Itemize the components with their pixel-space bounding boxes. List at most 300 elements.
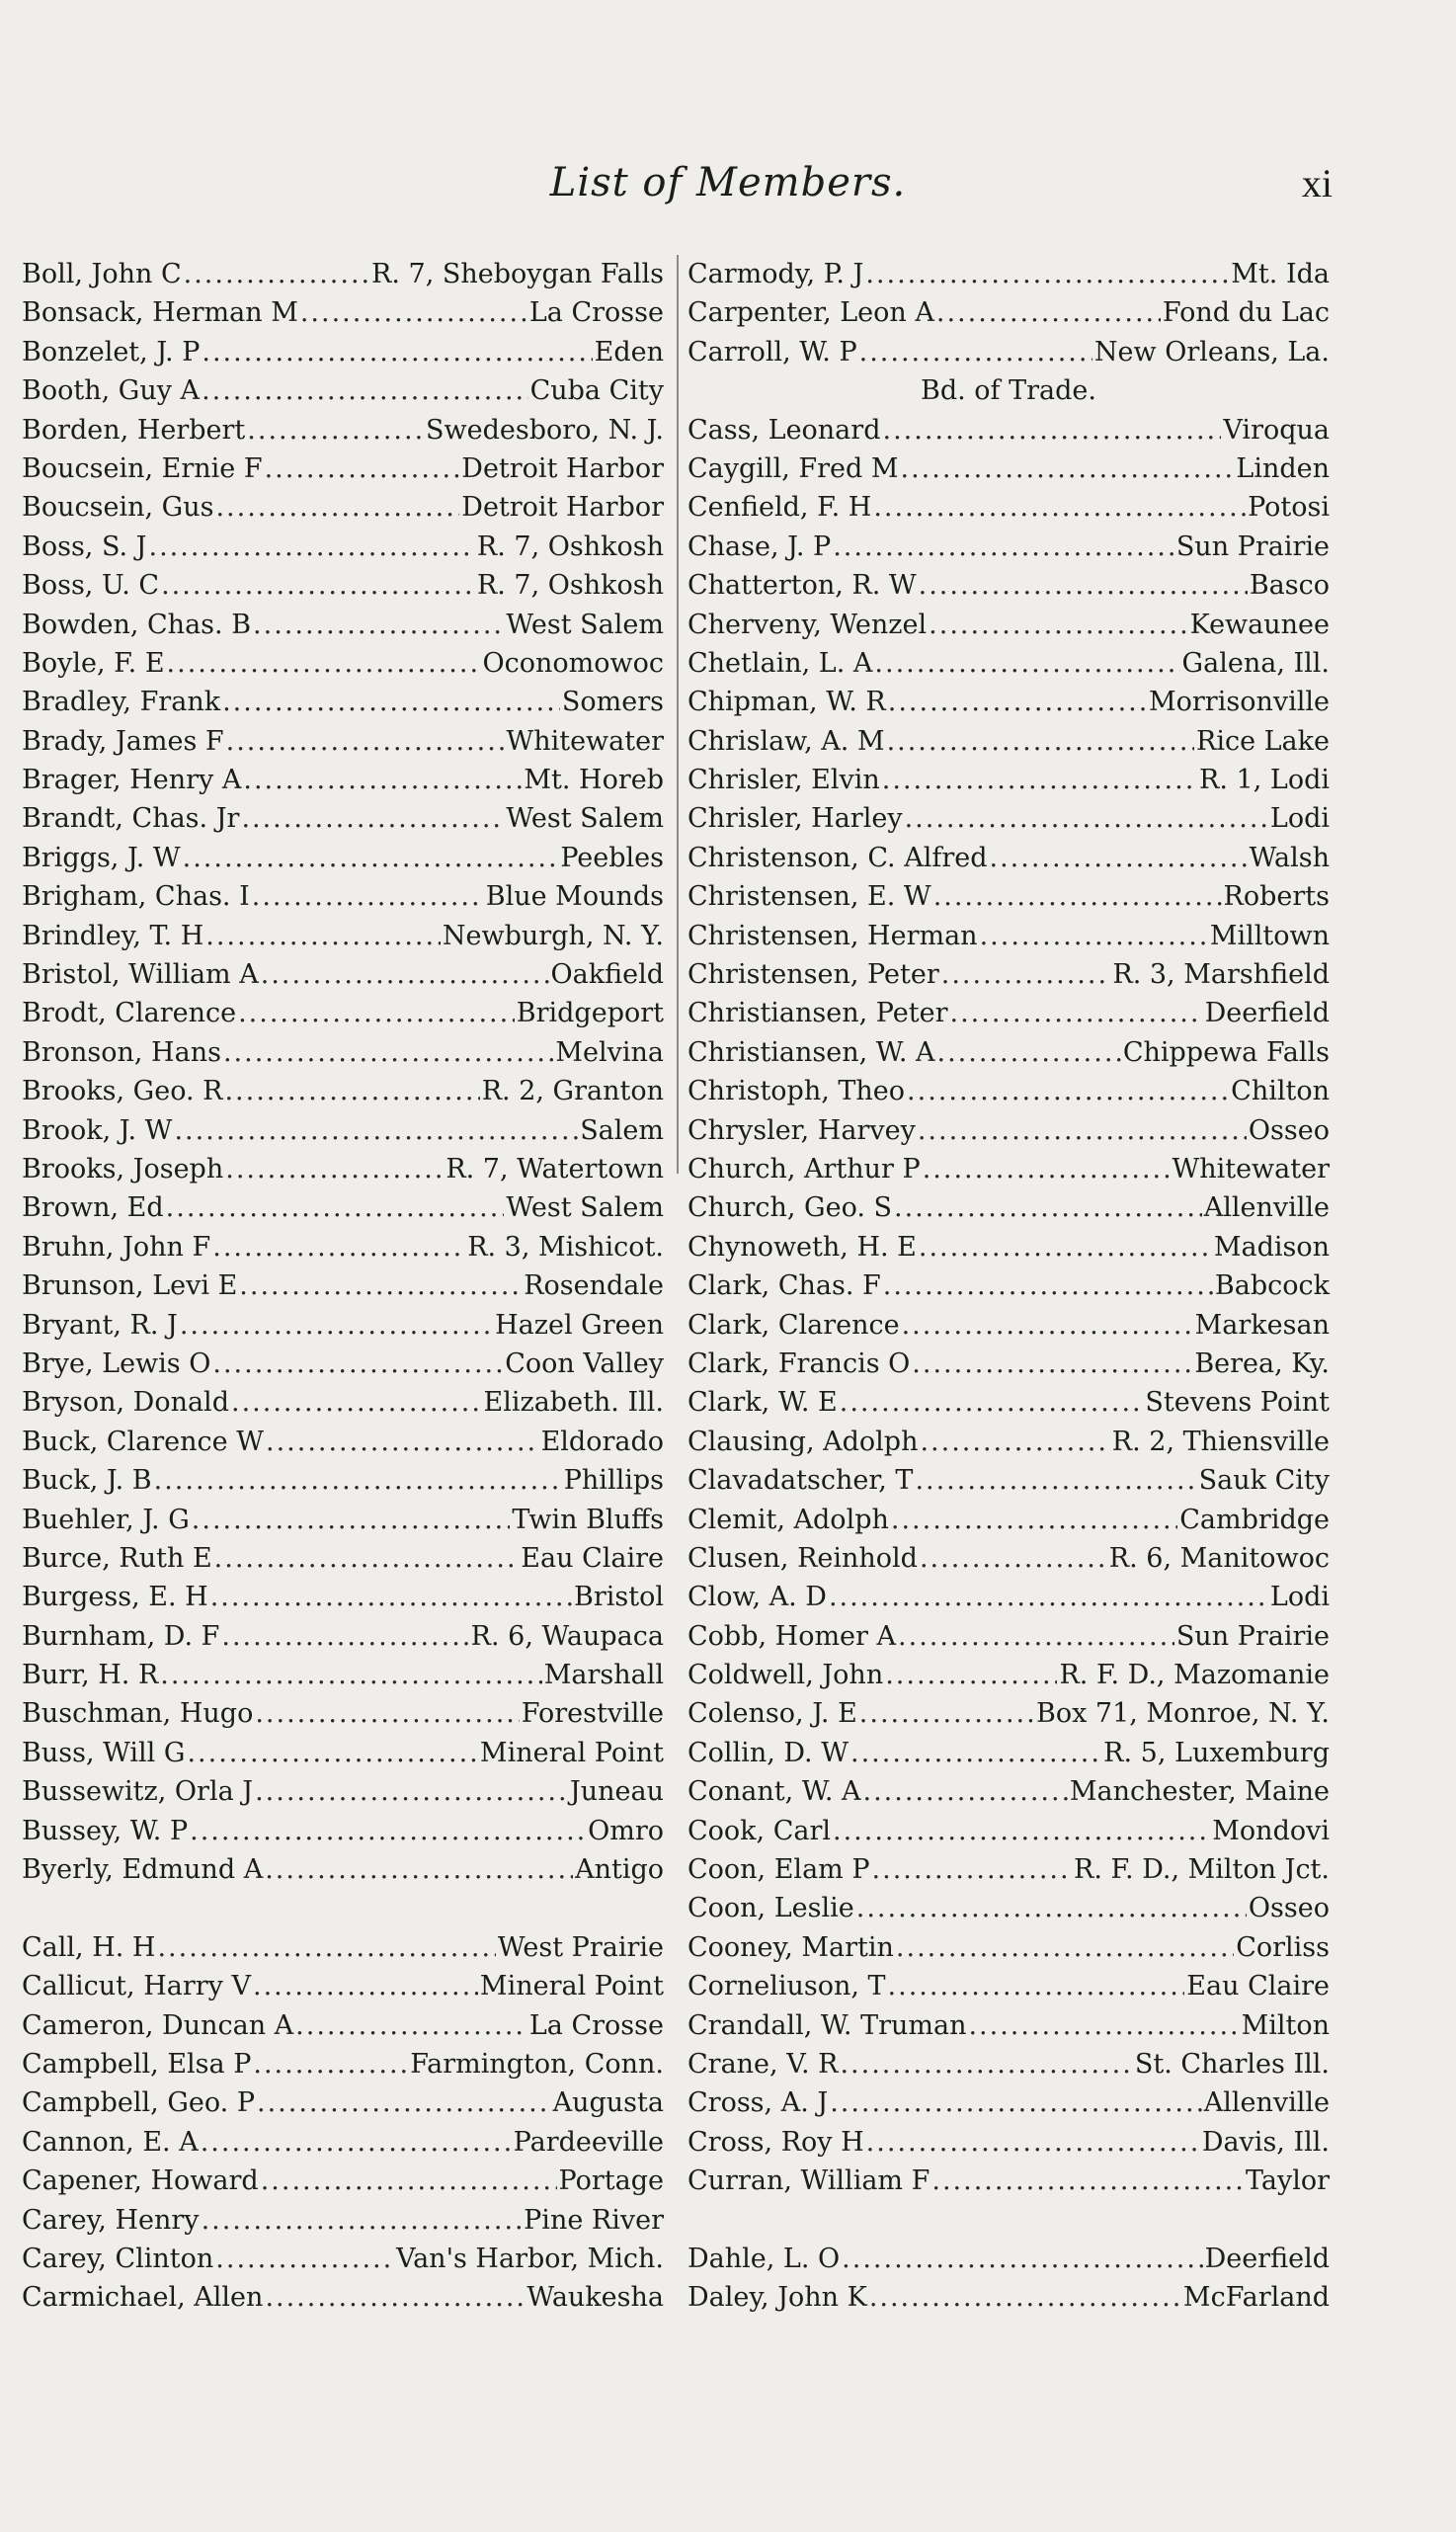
member-entry [688, 722, 1330, 761]
member-name: Cook, Carl [688, 1815, 831, 1846]
dot-leader [295, 2006, 527, 2045]
member-place: Milltown [1209, 920, 1330, 951]
member-name: Campbell, Elsa P [22, 2048, 252, 2080]
member-entry [22, 1501, 664, 1539]
member-name: Carey, Henry [22, 2204, 200, 2236]
dot-leader [869, 2278, 1181, 2317]
dot-leader [936, 293, 1161, 332]
member-name: Dahle, L. O [688, 2243, 841, 2274]
member-name: Carmody, P. J [688, 259, 864, 289]
dot-leader [255, 1694, 519, 1733]
member-name: Daley, John K [688, 2282, 867, 2314]
member-entry [688, 799, 1330, 838]
member-name: Christenson, C. Alfred [688, 842, 988, 873]
member-name: Boyle, F. E [22, 647, 165, 679]
member-place: Viroqua [1223, 414, 1330, 446]
member-name: Cobb, Homer A [688, 1620, 897, 1652]
member-name: Christensen, Peter [688, 959, 939, 991]
member-entry [688, 1228, 1330, 1266]
member-place: Sun Prairie [1175, 531, 1330, 562]
dot-leader [885, 1656, 1057, 1694]
member-name: Clemit, Adolph [688, 1504, 889, 1535]
member-place: R. 7, Watertown [445, 1153, 664, 1184]
member-name: Boss, U. C [22, 570, 160, 602]
member-place: Sauk City [1198, 1465, 1330, 1497]
member-name: Brye, Lewis O [22, 1348, 211, 1379]
dot-leader [842, 2240, 1202, 2278]
dot-leader [238, 994, 515, 1032]
dot-leader [915, 1461, 1196, 1500]
member-place: R. 7, Oshkosh [476, 570, 664, 602]
member-entry [688, 2278, 1330, 2317]
dot-leader [202, 333, 592, 371]
member-entry [688, 1033, 1330, 1072]
section-gap [22, 1889, 664, 1927]
dot-leader [202, 371, 528, 410]
member-entry [688, 1889, 1330, 1927]
dot-leader [929, 606, 1187, 644]
member-place: Juneau [569, 1776, 664, 1808]
member-place: Oconomowoc [482, 647, 664, 679]
member-name: Boss, S. J [22, 531, 147, 562]
member-place: Bristol [574, 1582, 664, 1613]
member-entry [22, 1461, 664, 1500]
dot-leader [205, 917, 441, 955]
member-place: Eden [594, 336, 664, 368]
member-name: Callicut, Harry V [22, 1971, 251, 2002]
member-name: Bradley, Frank [22, 687, 221, 718]
dot-leader [225, 1150, 444, 1188]
member-place: Mineral Point [479, 1737, 664, 1768]
member-place: Whitewater [506, 725, 664, 757]
dot-leader [888, 1967, 1185, 2005]
member-entry [22, 917, 664, 955]
member-place: Lodi [1269, 803, 1330, 835]
dot-leader [829, 1578, 1268, 1616]
member-name: Corneliuson, T [688, 1971, 886, 2002]
member-entry [22, 1694, 664, 1733]
dot-leader [933, 877, 1222, 916]
dot-leader [887, 722, 1194, 761]
member-entry [688, 1188, 1330, 1227]
member-place: Mineral Point [479, 1971, 664, 2002]
member-place: Hazel Green [495, 1309, 664, 1341]
member-entry [688, 1266, 1330, 1305]
member-name: Carroll, W. P [688, 336, 857, 368]
member-name: Coldwell, John [688, 1660, 884, 1691]
member-name: Brook, J. W [22, 1114, 173, 1146]
member-name: Crandall, W. Truman [688, 2009, 967, 2041]
member-name: Brandt, Chas. Jr [22, 803, 240, 835]
member-entry [22, 411, 664, 449]
member-place: Bridgeport [516, 998, 664, 1029]
member-name: Cross, A. J [688, 2087, 829, 2119]
member-name: Carmichael, Allen [22, 2282, 264, 2314]
member-entry [688, 1578, 1330, 1616]
dot-leader [224, 1072, 479, 1110]
member-place: Chilton [1231, 1076, 1330, 1107]
member-name: Christiansen, W. A [688, 1036, 935, 1068]
member-name: Coon, Leslie [688, 1893, 854, 1924]
member-entry [22, 839, 664, 877]
dot-leader [833, 528, 1174, 566]
dot-leader [157, 1928, 495, 1967]
dot-leader [920, 1423, 1109, 1461]
member-entry [688, 917, 1330, 955]
member-name: Bowden, Chas. B [22, 609, 252, 640]
member-entry [22, 449, 664, 488]
dot-leader [918, 1111, 1247, 1150]
member-name: Clow, A. D [688, 1582, 827, 1613]
member-entry [688, 1111, 1330, 1150]
member-name: Cooney, Martin [688, 1931, 894, 1963]
member-entry [688, 606, 1330, 644]
member-place: Madison [1213, 1231, 1330, 1263]
member-entry [688, 1656, 1330, 1694]
page-number: xi [1301, 161, 1333, 205]
member-place: Omro [588, 1815, 664, 1846]
member-entry [688, 255, 1330, 293]
dot-leader [166, 1188, 505, 1227]
dot-leader [160, 1656, 541, 1694]
member-entry [22, 1033, 664, 1072]
member-name: Conant, W. A [688, 1776, 861, 1808]
member-place: West Salem [506, 1192, 664, 1224]
dot-leader [856, 1889, 1247, 1927]
member-entry [688, 683, 1330, 721]
member-name: Campbell, Geo. P [22, 2087, 255, 2119]
member-place: Osseo [1248, 1893, 1330, 1924]
member-name: Chrysler, Harvey [688, 1114, 916, 1146]
members-column-left [22, 255, 664, 2318]
member-entry [22, 606, 664, 644]
page-title: List of Members. [549, 160, 907, 205]
member-place: Pine River [524, 2204, 664, 2236]
dot-leader [210, 1578, 572, 1616]
member-entry [22, 761, 664, 799]
member-name: Bonzelet, J. P [22, 336, 201, 368]
dot-leader [239, 1266, 522, 1305]
member-name: Cass, Leonard [688, 414, 881, 446]
member-name: Church, Arthur P [688, 1153, 921, 1184]
member-place: Somers [561, 687, 664, 718]
dot-leader [265, 1850, 573, 1889]
member-name: Brunson, Levi E [22, 1270, 238, 1302]
member-place: R. 5, Luxemburg [1103, 1737, 1330, 1768]
member-entry [688, 1423, 1330, 1461]
members-column-right [688, 255, 1330, 2318]
member-entry [22, 2006, 664, 2045]
dot-leader [912, 1345, 1192, 1383]
member-entry [22, 1772, 664, 1811]
member-name: Chrislaw, A. M [688, 725, 885, 757]
member-name: Bronson, Hans [22, 1036, 221, 1068]
dot-leader [902, 1306, 1193, 1345]
member-entry [22, 255, 664, 293]
dot-leader [184, 255, 369, 293]
member-place: Lodi [1269, 1582, 1330, 1613]
member-entry [688, 2045, 1330, 2083]
member-place-continuation: Bd. of Trade. [921, 375, 1096, 407]
member-name: Briggs, J. W [22, 842, 181, 873]
member-name: Clark, Chas. F [688, 1270, 881, 1302]
member-entry [22, 566, 664, 605]
dot-leader [990, 839, 1248, 877]
member-place: Antigo [575, 1854, 664, 1886]
member-entry [22, 1423, 664, 1461]
member-name: Colenso, J. E [688, 1698, 857, 1730]
dot-leader [154, 1461, 562, 1500]
member-entry [688, 449, 1330, 488]
dot-leader [190, 1812, 586, 1850]
member-name: Buehler, J. G [22, 1504, 190, 1535]
member-name: Coon, Elam P [688, 1854, 870, 1886]
member-name: Chrisler, Harley [688, 803, 903, 835]
member-entry [22, 1228, 664, 1266]
member-place: Eau Claire [521, 1542, 664, 1574]
dot-leader [174, 1111, 578, 1150]
member-name: Clusen, Reinhold [688, 1542, 918, 1574]
member-place: Linden [1236, 452, 1330, 484]
dot-leader [901, 449, 1235, 488]
member-name: Cameron, Duncan A [22, 2009, 294, 2041]
dot-leader [300, 293, 527, 332]
member-name: Carey, Clinton [22, 2243, 214, 2274]
member-name: Brigham, Chas. I [22, 881, 250, 913]
member-place: Waukesha [526, 2282, 664, 2314]
member-place: Rosendale [524, 1270, 664, 1302]
member-name: Brooks, Geo. R [22, 1076, 223, 1107]
member-place: Detroit Harbor [461, 492, 664, 524]
member-entry [22, 799, 664, 838]
dot-leader [888, 683, 1147, 721]
dot-leader [215, 488, 459, 527]
member-entry [22, 1578, 664, 1616]
member-entry [688, 877, 1330, 916]
member-entry [22, 1928, 664, 1967]
member-name: Christensen, E. W [688, 881, 931, 913]
member-name: Boucsein, Ernie F [22, 452, 263, 484]
member-name: Crane, V. R [688, 2048, 839, 2080]
member-entry [22, 1306, 664, 1345]
dot-leader [980, 917, 1208, 955]
member-name: Bryant, R. J [22, 1309, 178, 1341]
member-place: Sun Prairie [1175, 1620, 1330, 1652]
member-entry [22, 1266, 664, 1305]
member-place: Galena, Ill. [1181, 647, 1330, 679]
member-place: Chippewa Falls [1122, 1036, 1330, 1068]
member-name: Collin, D. W [688, 1737, 849, 1768]
member-place: Allenville [1203, 2087, 1330, 2119]
dot-leader [261, 2162, 557, 2200]
dot-leader [222, 683, 560, 721]
member-name: Carpenter, Leon A [688, 297, 934, 329]
member-place: Morrisonville [1149, 687, 1330, 718]
member-name: Burnham, D. F [22, 1620, 220, 1652]
member-entry [688, 1772, 1330, 1811]
member-place: Box 71, Monroe, N. Y. [1035, 1698, 1330, 1730]
member-name: Cross, Roy H [688, 2126, 864, 2158]
dot-leader [212, 1228, 465, 1266]
member-entry [22, 877, 664, 916]
member-name: Clark, W. E [688, 1387, 838, 1419]
dot-leader [919, 1228, 1212, 1266]
member-place: Fond du Lac [1162, 297, 1330, 329]
member-place: Melvina [555, 1036, 664, 1068]
member-entry [688, 1734, 1330, 1772]
member-place: Kewaunee [1189, 609, 1330, 640]
member-place: McFarland [1182, 2282, 1330, 2314]
dot-leader [919, 566, 1248, 605]
dot-leader [201, 2123, 512, 2162]
member-entry [22, 1383, 664, 1422]
member-entry [688, 1501, 1330, 1539]
member-name: Bussewitz, Orla J [22, 1776, 254, 1808]
member-name: Brager, Henry A [22, 765, 242, 796]
section-gap [688, 2201, 1330, 2240]
member-entry [22, 2123, 664, 2162]
member-place: Coon Valley [505, 1348, 664, 1379]
member-entry [688, 994, 1330, 1032]
member-entry [688, 1383, 1330, 1422]
member-name: Clark, Francis O [688, 1348, 911, 1379]
member-place: Forestville [521, 1698, 664, 1730]
member-place: La Crosse [528, 297, 664, 329]
member-entry [22, 1539, 664, 1578]
member-name: Bryson, Donald [22, 1387, 229, 1419]
member-name: Booth, Guy A [22, 375, 201, 407]
member-entry [22, 2083, 664, 2122]
member-place: Babcock [1214, 1270, 1330, 1302]
member-place: Deerfield [1204, 2243, 1330, 2274]
member-name: Caygill, Fred M [688, 452, 899, 484]
member-entry [22, 722, 664, 761]
dot-leader [905, 799, 1268, 838]
member-place: Whitewater [1172, 1153, 1330, 1184]
dot-leader [231, 1383, 482, 1422]
member-entry [22, 644, 664, 683]
dot-leader [243, 761, 522, 799]
member-name: Christensen, Herman [688, 920, 978, 951]
member-place: R. 6, Manitowoc [1108, 1542, 1330, 1574]
member-entry [688, 293, 1330, 332]
dot-leader [872, 1850, 1072, 1889]
member-entry [22, 2045, 664, 2083]
column-divider [677, 255, 679, 1174]
dot-leader [850, 1734, 1101, 1772]
member-place: Van's Harbor, Mich. [396, 2243, 664, 2274]
member-place: Elizabeth. Ill. [483, 1387, 664, 1419]
member-entry [688, 488, 1330, 527]
dot-leader [968, 2006, 1239, 2045]
member-name: Chetlain, L. A [688, 647, 873, 679]
dot-leader [866, 2123, 1200, 2162]
dot-leader [833, 1812, 1210, 1850]
dot-leader [859, 333, 1092, 371]
member-place: Walsh [1249, 842, 1330, 873]
member-entry [22, 2162, 664, 2200]
member-place: Osseo [1248, 1114, 1330, 1146]
member-entry [688, 761, 1330, 799]
member-entry [688, 1928, 1330, 1967]
member-place: R. F. D., Milton Jct. [1074, 1854, 1330, 1886]
dot-leader [255, 1772, 568, 1811]
member-entry [688, 1072, 1330, 1110]
member-place: St. Charles Ill. [1134, 2048, 1330, 2080]
member-name: Cenfield, F. H [688, 492, 872, 524]
member-name: Bussey, W. P [22, 1815, 189, 1846]
dot-leader [265, 2278, 525, 2317]
member-place: R. 1, Lodi [1199, 765, 1330, 796]
dot-leader [253, 606, 504, 644]
member-name: Chrisler, Elvin [688, 765, 880, 796]
member-entry [688, 1694, 1330, 1733]
dot-leader [923, 1150, 1171, 1188]
member-entry [688, 1812, 1330, 1850]
member-name: Church, Geo. S [688, 1192, 893, 1224]
member-name: Clausing, Adolph [688, 1426, 919, 1457]
dot-leader [247, 411, 424, 449]
member-entry [688, 2240, 1330, 2278]
member-name: Curran, William F [688, 2165, 930, 2197]
member-name: Capener, Howard [22, 2165, 259, 2197]
member-name: Buck, J. B [22, 1465, 152, 1497]
member-name: Boucsein, Gus [22, 492, 214, 524]
member-name: Brindley, T. H [22, 920, 204, 951]
member-place: Newburgh, N. Y. [442, 920, 664, 951]
dot-leader [840, 1383, 1144, 1422]
member-entry [22, 1188, 664, 1227]
member-place: Peebles [560, 842, 664, 873]
member-place: Deerfield [1204, 998, 1330, 1029]
member-entry [22, 1150, 664, 1188]
member-entry [22, 1617, 664, 1656]
member-place: R. F. D., Mazomanie [1059, 1660, 1330, 1691]
member-entry [22, 2201, 664, 2240]
member-place: R. 2, Thiensville [1111, 1426, 1330, 1457]
member-entry [22, 528, 664, 566]
member-entry [688, 1345, 1330, 1383]
member-place: Pardeeville [513, 2126, 664, 2158]
dot-leader [252, 877, 484, 916]
member-place: Manchester, Maine [1069, 1776, 1330, 1808]
member-name: Buss, Will G [22, 1737, 186, 1768]
member-place: Berea, Ky. [1194, 1348, 1330, 1379]
member-entry [22, 1734, 664, 1772]
dot-leader [830, 2083, 1202, 2122]
dot-leader [865, 255, 1229, 293]
member-place: Allenville [1203, 1192, 1330, 1224]
member-place: Markesan [1194, 1309, 1330, 1341]
dot-leader [840, 2045, 1132, 2083]
member-place: Eldorado [540, 1426, 664, 1457]
member-entry [22, 994, 664, 1032]
dot-leader [907, 1072, 1229, 1110]
dot-leader [265, 449, 460, 488]
member-name: Clavadatscher, T [688, 1465, 914, 1497]
dot-leader [898, 1617, 1174, 1656]
member-name: Burgess, E. H [22, 1582, 208, 1613]
dot-leader [253, 1967, 478, 2005]
dot-leader [187, 1734, 477, 1772]
member-name: Borden, Herbert [22, 414, 246, 446]
member-place: Detroit Harbor [461, 452, 664, 484]
page-header [0, 160, 1456, 219]
member-name: Chatterton, R. W [688, 570, 917, 602]
member-entry [22, 1967, 664, 2005]
member-name: Boll, John C [22, 259, 182, 289]
dot-leader [257, 2083, 551, 2122]
